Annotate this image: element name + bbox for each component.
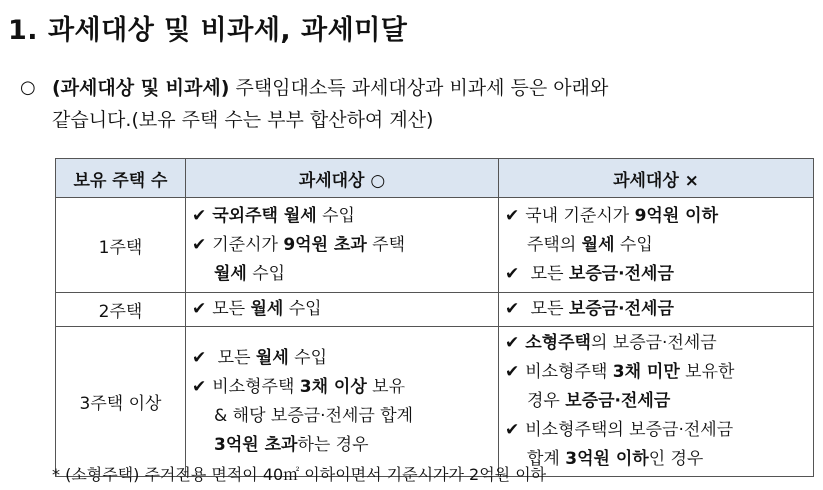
line-bold-text: 9억원 초과 xyxy=(283,234,367,255)
line-text: 기준시가 xyxy=(212,234,284,255)
table-cell-line xyxy=(192,431,492,460)
check-icon: ✔ xyxy=(192,205,207,226)
table-cell-line xyxy=(192,260,492,289)
line-bold-text: 3채 이상 xyxy=(299,376,367,397)
line-bold-text: 보증금·전세금 xyxy=(568,299,674,319)
check-icon: ✔ xyxy=(505,420,520,440)
tax-table xyxy=(55,158,814,477)
intro-text xyxy=(52,72,822,136)
line-bold-text: 3채 미만 xyxy=(612,362,680,382)
line-text: 국내 기준시가 xyxy=(525,205,635,226)
intro-text-1: 주택임대소득 과세대상과 비과세 등은 아래와 xyxy=(229,77,609,99)
table-cell-line xyxy=(505,202,807,231)
row-label: 3주택 이상 xyxy=(56,327,186,477)
check-icon: ✔ xyxy=(505,299,520,319)
intro-bold-lead: (과세대상 및 비과세) xyxy=(52,77,230,99)
table-cell-line xyxy=(505,329,807,358)
line-text: 의 보증금·전세금 xyxy=(590,333,717,353)
check-icon: ✔ xyxy=(505,362,520,382)
table-cell-line xyxy=(505,387,807,416)
line-text: 하는 경우 xyxy=(297,434,369,455)
line-text: 비소형주택의 보증금·전세금 xyxy=(525,420,734,440)
line-text: 모든 xyxy=(525,299,569,319)
line-text: & 해당 보증금·전세금 합계 xyxy=(214,405,414,426)
line-text: 주택의 xyxy=(527,234,582,255)
table-cell-line xyxy=(192,295,492,324)
table-cell-line xyxy=(505,445,807,474)
line-bold-text: 3억원 이하 xyxy=(565,449,649,469)
intro-text-2: 같습니다.(보유 주택 수는 부부 합산하여 계산) xyxy=(52,109,434,131)
table-cell-line xyxy=(505,231,807,260)
line-bold-text: 월세 xyxy=(255,347,289,368)
check-icon: ✔ xyxy=(192,376,207,397)
check-icon: ✔ xyxy=(505,263,520,284)
line-text: 수입 xyxy=(283,299,322,319)
table-cell-line xyxy=(192,402,492,431)
table-row xyxy=(56,327,814,477)
line-bold-text: 월세 xyxy=(581,234,615,255)
check-icon: ✔ xyxy=(192,299,207,319)
line-text: 수입 xyxy=(614,234,653,255)
table-cell-line xyxy=(192,344,492,373)
row-label: 1주택 xyxy=(56,198,186,293)
intro-paragraph xyxy=(20,72,822,136)
exempt-cell xyxy=(499,198,814,293)
table-cell-line xyxy=(192,231,492,260)
line-bold-text: 3억원 초과 xyxy=(214,434,298,455)
exempt-cell xyxy=(499,293,814,327)
line-text: 수입 xyxy=(288,347,328,368)
table-row xyxy=(56,198,814,293)
check-icon: ✔ xyxy=(505,333,520,353)
taxable-cell xyxy=(186,198,499,293)
line-bold-text: 보증금·전세금 xyxy=(568,263,674,284)
line-text: 경우 xyxy=(527,391,566,411)
section-title: 1. 과세대상 및 비과세, 과세미달 xyxy=(8,15,408,46)
line-bold-text: 국외주택 월세 xyxy=(212,205,317,226)
table-cell-line xyxy=(192,373,492,402)
header-exempt: 과세대상 × xyxy=(499,159,814,198)
line-bold-text: 월세 xyxy=(250,299,284,319)
line-text: 보유한 xyxy=(679,362,735,382)
line-text: 수입 xyxy=(246,263,286,284)
taxable-cell xyxy=(186,293,499,327)
header-taxable: 과세대상 ○ xyxy=(186,159,499,198)
line-bold-text: 소형주택 xyxy=(525,333,591,353)
line-bold-text: 월세 xyxy=(214,263,247,284)
check-icon: ✔ xyxy=(505,205,520,226)
table-cell-line xyxy=(505,416,807,445)
row-label: 2주택 xyxy=(56,293,186,327)
check-icon: ✔ xyxy=(192,234,207,255)
header-house-count: 보유 주택 수 xyxy=(56,159,186,198)
table-cell-line xyxy=(505,358,807,387)
line-text: 모든 xyxy=(525,263,569,284)
footnote: * (소형주택) 주거전용 면적이 40㎡ 이하이면서 기준시가가 2억원 이하 xyxy=(52,465,547,484)
line-text: 수입 xyxy=(316,205,355,226)
line-text: 보유 xyxy=(366,376,406,397)
line-text: 비소형주택 xyxy=(212,376,300,397)
line-text: 합계 xyxy=(527,449,566,469)
table-header-row xyxy=(56,159,814,198)
line-bold-text: 보증금·전세금 xyxy=(565,391,671,411)
taxable-cell xyxy=(186,327,499,477)
line-text: 비소형주택 xyxy=(525,362,613,382)
line-text: 주택 xyxy=(366,234,406,255)
table-cell-line xyxy=(505,260,807,289)
line-bold-text: 9억원 이하 xyxy=(634,205,719,226)
check-icon: ✔ xyxy=(192,347,207,368)
exempt-cell xyxy=(499,327,814,477)
line-text: 인 경우 xyxy=(648,449,704,469)
line-text: 모든 xyxy=(212,299,251,319)
line-text: 모든 xyxy=(212,347,256,368)
table-cell-line xyxy=(192,202,492,231)
table-cell-line xyxy=(505,295,807,324)
circle-bullet-icon: ○ xyxy=(20,77,36,98)
table-row xyxy=(56,293,814,327)
